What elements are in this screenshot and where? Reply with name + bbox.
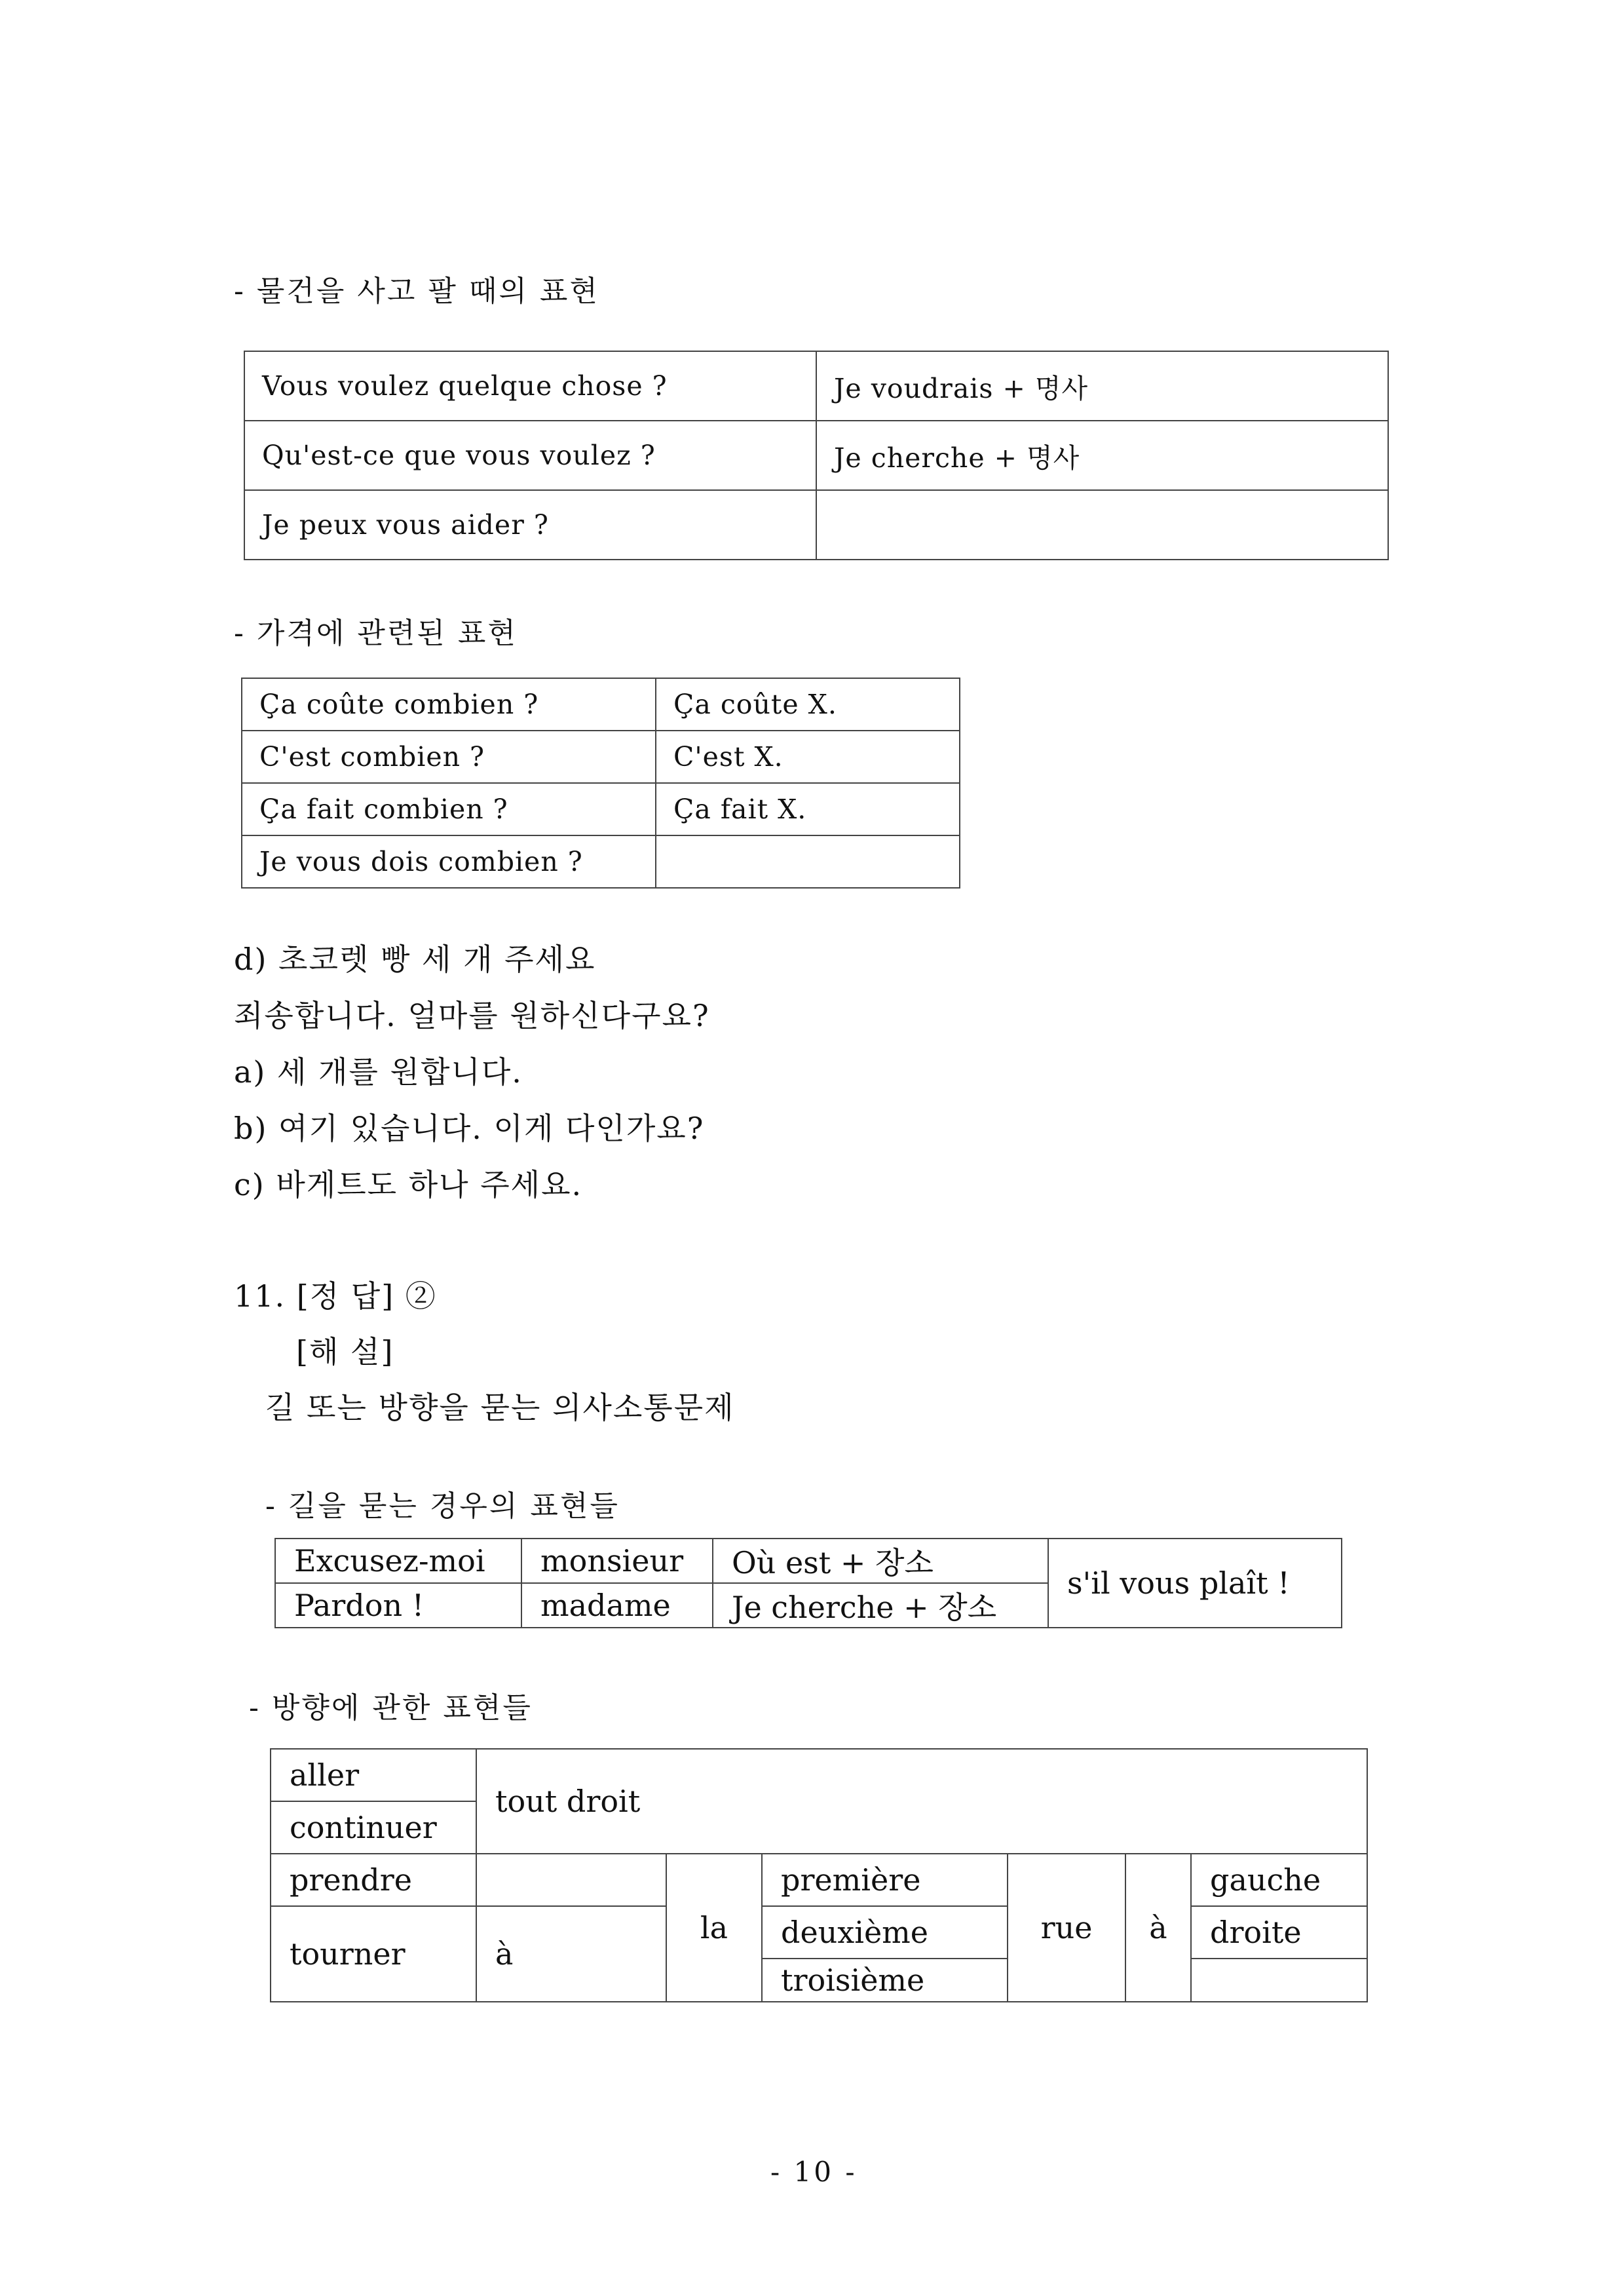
table-cell-merged: à [1125, 1854, 1191, 2002]
table-cell-empty [476, 1854, 666, 1906]
table-cell: Où est + 장소 [713, 1539, 1048, 1583]
table-cell: troisième [762, 1959, 1008, 2002]
table-cell: monsieur [521, 1539, 713, 1583]
ask-way-table [274, 1538, 1342, 1628]
table-cell: aller [271, 1749, 476, 1801]
table-cell: Je peux vous aider ? [244, 490, 816, 560]
section-heading-buy-sell: - 물건을 사고 팔 때의 표현 [234, 275, 599, 308]
table-cell: Vous voulez quelque chose ? [244, 351, 816, 421]
dialogue-line: a) 세 개를 원합니다. [234, 1054, 523, 1090]
table-cell: Ça coûte combien ? [242, 678, 656, 731]
table-cell-merged: la [666, 1854, 762, 2002]
buy-sell-table [244, 351, 1389, 560]
table-cell: Ça fait combien ? [242, 783, 656, 835]
table-cell: Ça fait X. [656, 783, 960, 835]
table-cell-merged: à [476, 1906, 666, 2002]
price-table [241, 678, 960, 889]
section-heading-direction: - 방향에 관한 표현들 [249, 1691, 533, 1725]
section-heading-price: - 가격에 관련된 표현 [234, 617, 518, 650]
dialogue-line: 죄송합니다. 얼마를 원하신다구요? [234, 998, 710, 1033]
table-cell: continuer [271, 1801, 476, 1854]
direction-table [270, 1748, 1368, 2002]
table-cell: Excusez-moi [275, 1539, 521, 1583]
table-cell [816, 490, 1388, 560]
table-cell-merged: s'il vous plaît ! [1048, 1539, 1342, 1628]
table-cell-merged: tout droit [476, 1749, 1367, 1854]
table-cell: première [762, 1854, 1008, 1906]
table-cell: Je vous dois combien ? [242, 835, 656, 888]
dialogue-line: b) 여기 있습니다. 이게 다인가요? [234, 1111, 705, 1146]
answer-line: 11. [정 답] ② [234, 1278, 437, 1314]
section-heading-ask-way: - 길을 묻는 경우의 표현들 [265, 1489, 620, 1523]
table-cell: C'est combien ? [242, 731, 656, 783]
table-cell: Ça coûte X. [656, 678, 960, 731]
problem-description: 길 또는 방향을 묻는 의사소통문제 [265, 1390, 735, 1425]
table-cell: droite [1191, 1906, 1367, 1959]
table-cell: deuxième [762, 1906, 1008, 1959]
table-cell [656, 835, 960, 888]
table-cell: gauche [1191, 1854, 1367, 1906]
table-cell-merged: rue [1008, 1854, 1125, 2002]
table-cell: Qu'est-ce que vous voulez ? [244, 421, 816, 490]
table-cell-merged: tourner [271, 1906, 476, 2002]
explanation-label: [해 설] [296, 1334, 394, 1369]
table-cell [1191, 1959, 1367, 2002]
table-cell: Je cherche + 명사 [816, 421, 1388, 490]
table-cell: Pardon ! [275, 1583, 521, 1628]
dialogue-line: c) 바게트도 하나 주세요. [234, 1167, 583, 1202]
table-cell: Je voudrais + 명사 [816, 351, 1388, 421]
page-number: - 10 - [770, 2156, 858, 2188]
table-cell: madame [521, 1583, 713, 1628]
table-cell: prendre [271, 1854, 476, 1906]
table-cell: Je cherche + 장소 [713, 1583, 1048, 1628]
table-cell: C'est X. [656, 731, 960, 783]
dialogue-line: d) 초코렛 빵 세 개 주세요 [234, 942, 596, 977]
